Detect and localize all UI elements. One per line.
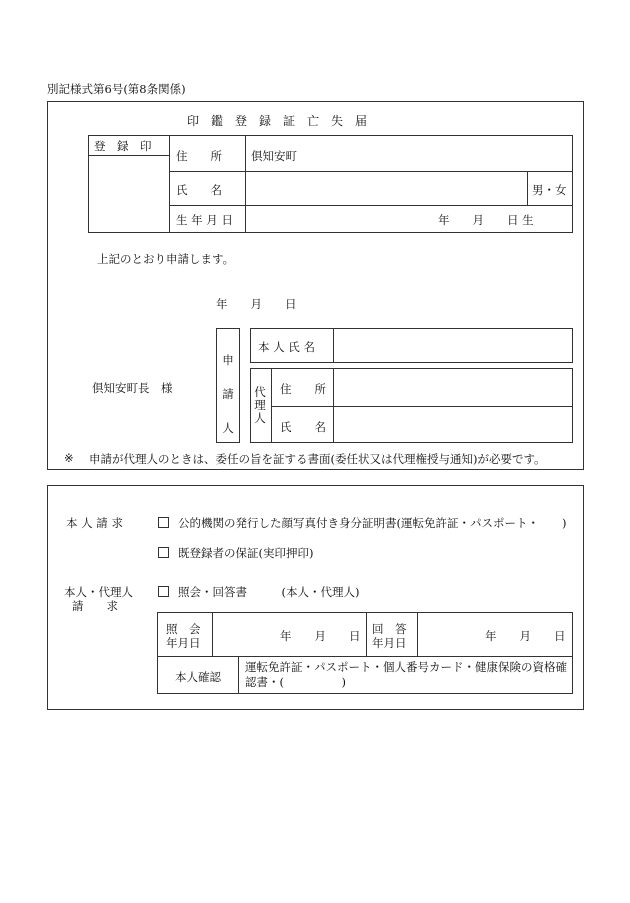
- reply-date-field[interactable]: 年 月 日: [485, 629, 566, 643]
- form-number: 別記様式第6号(第8条関係): [47, 82, 186, 96]
- principal-request-label: 本 人 請 求: [66, 516, 123, 530]
- agent-label: 代理人: [254, 385, 266, 425]
- gender-field[interactable]: 男・女: [532, 183, 567, 197]
- applicant-label: 申請人: [222, 353, 234, 435]
- option-inquiry[interactable]: 照会・回答書 (本人・代理人): [158, 584, 359, 600]
- name-field[interactable]: [246, 172, 526, 204]
- address-field[interactable]: 倶知安町: [251, 149, 297, 163]
- reply-date-label: 回 答 年月日: [372, 622, 407, 650]
- option-guarantor[interactable]: 既登録者の保証(実印押印): [158, 545, 313, 561]
- note-mark: ※: [64, 451, 74, 465]
- principal-name-field[interactable]: [334, 329, 572, 362]
- checkbox-icon[interactable]: [158, 586, 169, 597]
- identity-check-label: 本人確認: [175, 670, 221, 684]
- checkbox-icon[interactable]: [158, 517, 169, 528]
- birthdate-label: 生 年 月 日: [176, 213, 233, 227]
- option-photo-id[interactable]: 公的機関の発行した顔写真付き身分証明書(運転免許証・パスポート・ ): [158, 515, 566, 531]
- birthdate-field[interactable]: 年 月 日 生: [438, 213, 534, 227]
- inquiry-date-field[interactable]: 年 月 日: [280, 629, 361, 643]
- checkbox-icon[interactable]: [158, 547, 169, 558]
- addressee: 倶知安町長 様: [92, 381, 173, 395]
- principal-agent-label-1: 本人・代理人: [64, 585, 133, 599]
- declaration-text: 上記のとおり申請します。: [97, 252, 235, 266]
- identity-check-field[interactable]: 運転免許証・パスポート・個人番号カード・健康保険の資格確認書・( ): [245, 660, 567, 689]
- principal-name-label: 本 人 氏 名: [258, 340, 315, 354]
- address-label: 住 所: [176, 149, 222, 163]
- application-date[interactable]: 年 月 日: [216, 297, 297, 311]
- agent-address-field[interactable]: [334, 369, 572, 405]
- form-title: 印 鑑 登 録 証 亡 失 届: [187, 114, 368, 128]
- agent-name-field[interactable]: [334, 407, 572, 442]
- agent-address-label: 住 所: [280, 382, 326, 396]
- inquiry-date-label: 照 会 年月日: [166, 622, 201, 650]
- seal-stamp-area[interactable]: [89, 156, 168, 232]
- name-label: 氏 名: [176, 183, 222, 197]
- principal-agent-label-2: 請 求: [72, 599, 118, 613]
- note-text: 申請が代理人のときは、委任の旨を証する書面(委任状又は代理権授与通知)が必要です。: [89, 452, 546, 466]
- seal-label: 登 録 印: [94, 139, 152, 153]
- agent-name-label: 氏 名: [280, 420, 326, 434]
